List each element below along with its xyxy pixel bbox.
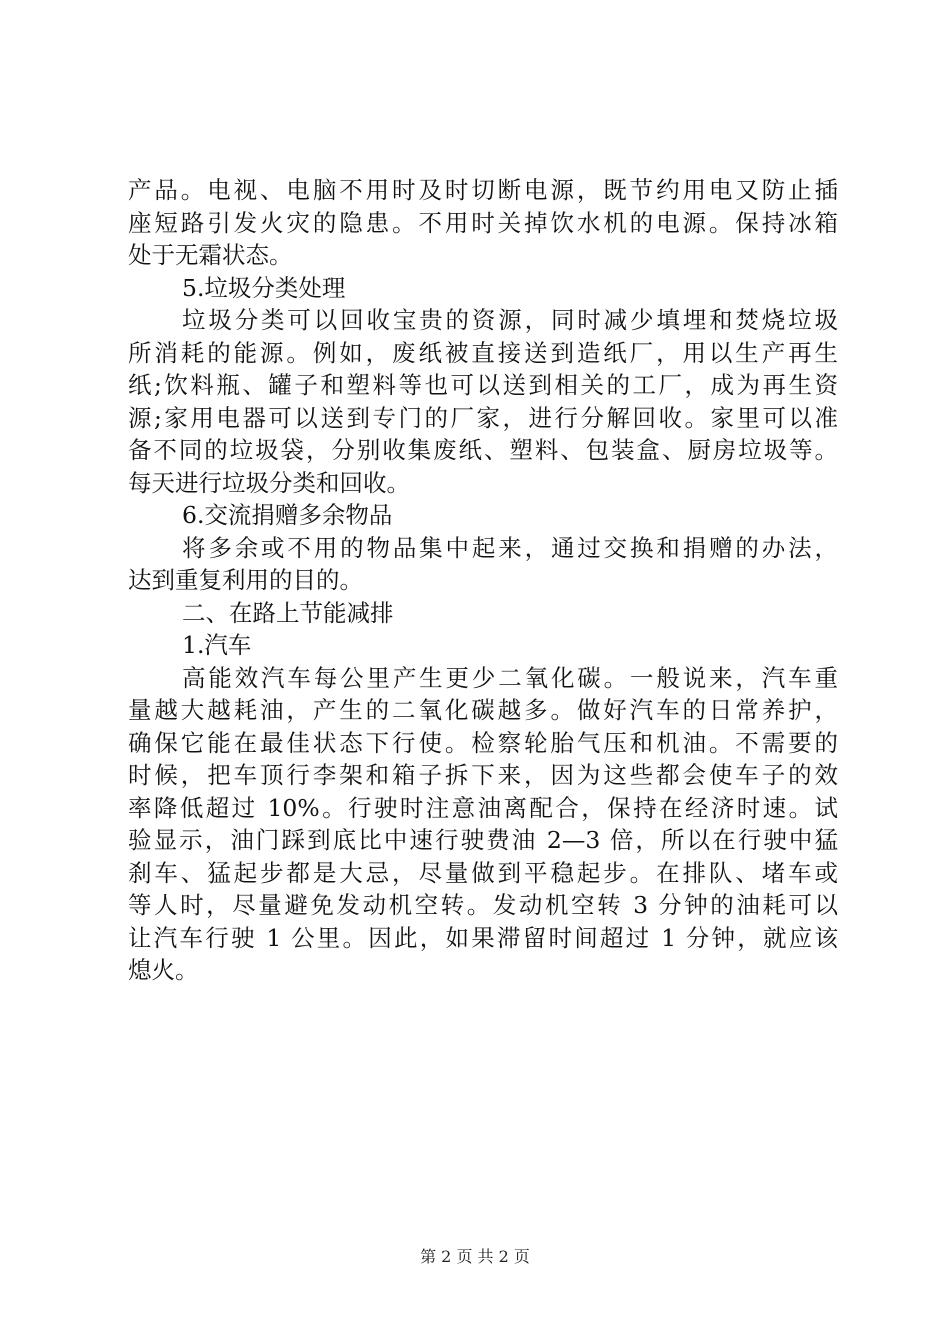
text-line: 将多余或不用的物品集中起来，通过交换和捐赠的办法， <box>182 533 838 562</box>
text-line: 验显示，油门踩到底比中速行驶费油 2—3 倍，所以在行驶中猛 <box>128 826 838 854</box>
text-line: 1.汽车 <box>182 631 252 659</box>
text-line: 处于无霜状态。 <box>128 241 293 269</box>
text-line: 等人时，尽量避免发动机空转。发动机空转 3 分钟的油耗可以 <box>128 891 838 919</box>
document-body <box>128 174 838 987</box>
text-line: 座短路引发火灾的隐患。不用时关掉饮水机的电源。保持冰箱 <box>128 208 838 237</box>
text-line: 熄火。 <box>128 956 199 984</box>
text-line: 备不同的垃圾袋，分别收集废纸、塑料、包装盒、厨房垃圾等。 <box>128 436 838 464</box>
text-line: 所消耗的能源。例如，废纸被直接送到造纸厂，用以生产再生 <box>128 338 838 367</box>
text-line: 高能效汽车每公里产生更少二氧化碳。一般说来，汽车重 <box>182 663 838 692</box>
text-line: 产品。电视、电脑不用时及时切断电源，既节约用电又防止插 <box>128 176 838 204</box>
text-line: 让汽车行驶 1 公里。因此，如果滞留时间超过 1 分钟，就应该 <box>128 923 838 952</box>
text-line: 时候，把车顶行李架和箱子拆下来，因为这些都会使车子的效 <box>128 761 838 789</box>
text-line: 达到重复利用的目的。 <box>128 566 363 594</box>
text-line: 5.垃圾分类处理 <box>182 273 346 302</box>
text-line: 每天进行垃圾分类和回收。 <box>128 468 410 497</box>
text-line: 垃圾分类可以回收宝贵的资源，同时减少填埋和焚烧垃圾 <box>182 306 838 334</box>
text-line: 率降低超过 10%。行驶时注意油离配合，保持在经济时速。试 <box>128 793 838 822</box>
text-line: 确保它能在最佳状态下行使。检察轮胎气压和机油。不需要的 <box>128 728 838 757</box>
text-line: 量越大越耗油，产生的二氧化碳越多。做好汽车的日常养护， <box>128 696 838 724</box>
text-line: 刹车、猛起步都是大忌，尽量做到平稳起步。在排队、堵车或 <box>128 858 838 887</box>
text-line: 纸;饮料瓶、罐子和塑料等也可以送到相关的工厂，成为再生资 <box>128 371 838 399</box>
text-line: 源;家用电器可以送到专门的厂家，进行分解回收。家里可以准 <box>128 403 838 432</box>
page-footer: 第 2 页 共 2 页 <box>420 1247 530 1266</box>
text-line: 二、在路上节能减排 <box>182 598 394 627</box>
text-line: 6.交流捐赠多余物品 <box>182 501 393 529</box>
